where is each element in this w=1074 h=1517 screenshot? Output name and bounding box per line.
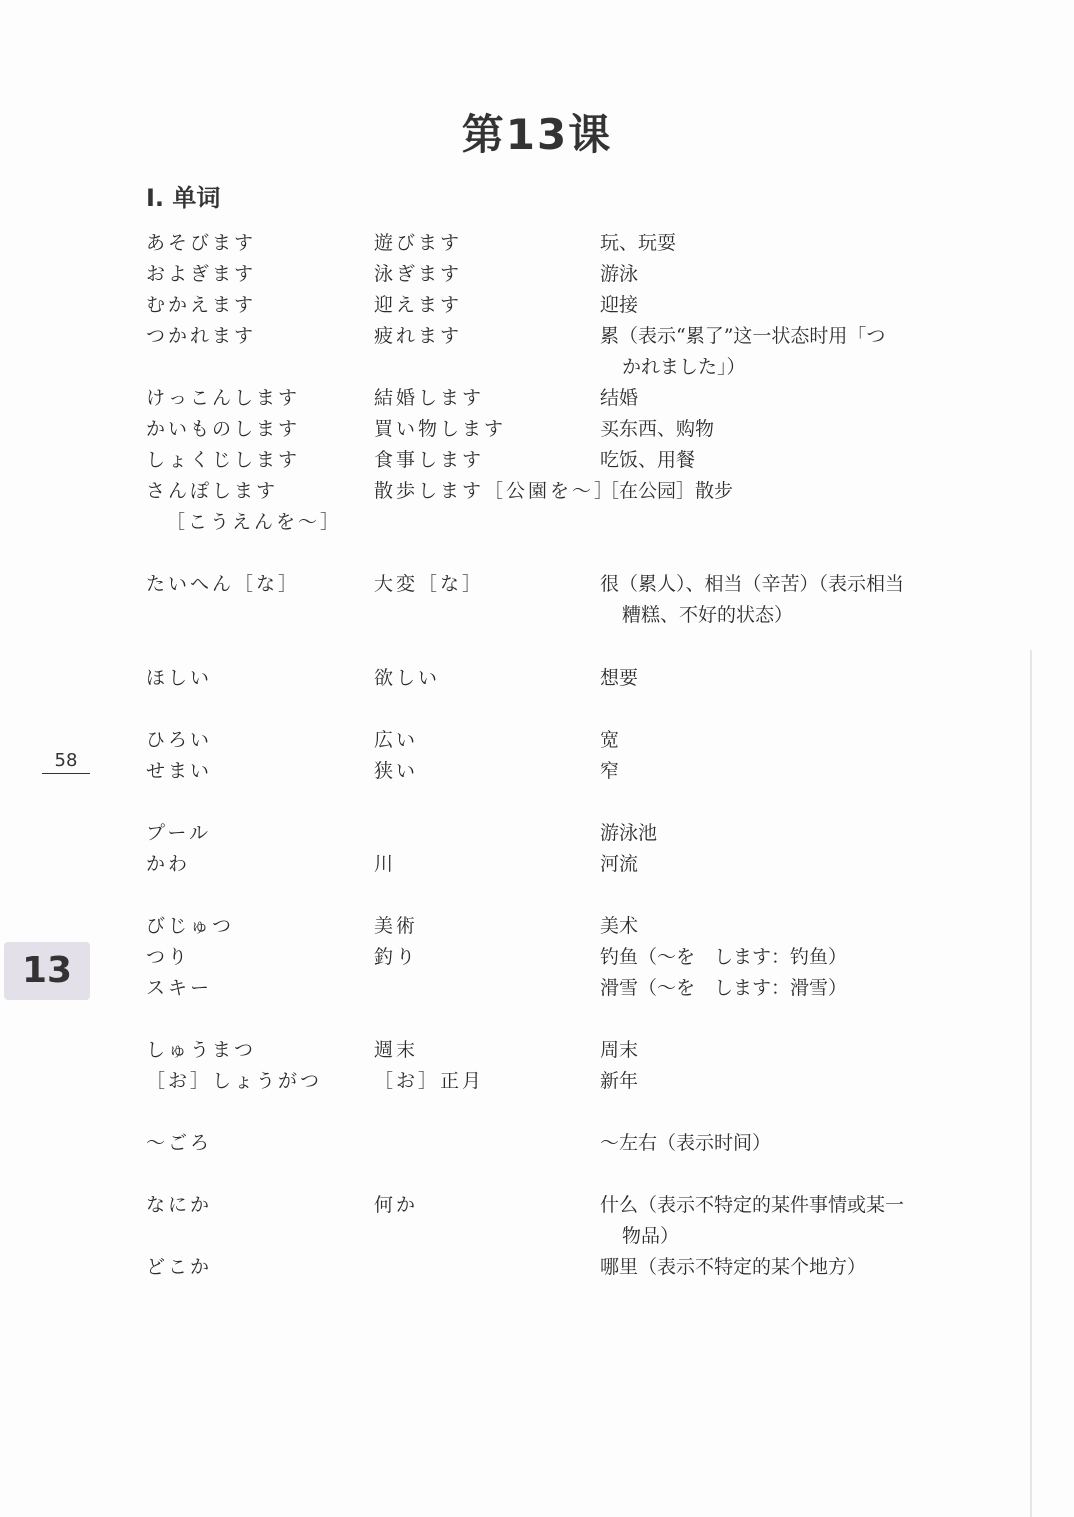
vocab-kana (146, 849, 190, 880)
page-number: 58 (42, 750, 90, 774)
vocab-meaning-line: 想要 (600, 667, 639, 689)
lesson-title: 第13课 (461, 110, 613, 159)
vocab-meaning (600, 290, 950, 321)
vocab-kana (146, 725, 212, 756)
vocab-kanji: 迎えます (374, 294, 463, 316)
vocab-meaning-line: 什么（表示不特定的某件事情或某一 (600, 1194, 905, 1216)
vocab-meaning (600, 818, 950, 849)
vocab-kana (146, 476, 342, 538)
vocab-kanji: ［お］正月 (374, 1070, 485, 1092)
vocab-kana-line: けっこんします (146, 387, 301, 409)
vocab-kana (146, 1190, 212, 1221)
vocab-meaning-line: 新年 (600, 1070, 639, 1092)
vocab-meaning-line: 迎接 (600, 294, 639, 316)
vocab-meaning (600, 1128, 950, 1159)
vocab-meaning-line: 河流 (600, 853, 639, 875)
chapter-tab: 13 (4, 942, 90, 1000)
vocab-meaning (600, 1066, 950, 1097)
vocab-meaning (600, 228, 950, 259)
vocab-meaning-line: ［在公园］散步 (600, 480, 734, 502)
vocab-kana (146, 445, 300, 476)
vocab-kana (146, 259, 256, 290)
vocab-kana (146, 383, 300, 414)
vocab-kana-line: なにか (146, 1194, 213, 1216)
vocab-meaning (600, 259, 950, 290)
vocab-kana-line: プール (146, 822, 212, 844)
vocab-kana (146, 756, 212, 787)
vocab-kana-line: ひろい (146, 729, 213, 751)
vocab-kanji: 疲れます (374, 325, 463, 347)
vocab-kanji: 何か (374, 1194, 419, 1216)
vocab-meaning (600, 942, 950, 973)
vocab-meaning (600, 756, 950, 787)
vocab-kana-line: しゅうまつ (146, 1039, 257, 1061)
vocab-kanji: 大変［な］ (374, 573, 485, 595)
vocab-kanji: 川 (374, 853, 397, 875)
vocab-meaning (600, 1035, 950, 1066)
vocab-meaning (600, 973, 950, 1004)
vocab-meaning-line: 宽 (600, 729, 620, 751)
page-edge-line (1030, 650, 1032, 1517)
vocab-kanji: 結婚します (374, 387, 485, 409)
vocab-meaning-line: 周末 (600, 1039, 639, 1061)
vocab-meaning (600, 849, 950, 880)
vocab-meaning-line: 游泳 (600, 263, 639, 285)
vocab-kanji: 美術 (374, 915, 419, 937)
vocab-meaning (600, 445, 950, 476)
vocab-kana (146, 911, 234, 942)
vocab-kana-line: あそびます (146, 232, 257, 254)
vocab-kana (146, 569, 300, 600)
vocab-kana-line: およぎます (146, 263, 257, 285)
vocab-meaning-line: 物品） (622, 1225, 680, 1247)
vocab-kana-line: どこか (146, 1256, 213, 1278)
vocab-meaning-line: 很（累人）、相当（辛苦）（表示相当 (600, 573, 905, 595)
vocab-kana-line: つり (146, 946, 191, 968)
vocab-meaning-line: 买东西、购物 (600, 418, 715, 440)
vocab-kana-line: むかえます (146, 294, 257, 316)
vocab-kanji: 泳ぎます (374, 263, 463, 285)
vocab-kana (146, 1128, 212, 1159)
vocab-kanji: 狭い (374, 760, 419, 782)
vocab-kana (146, 1252, 212, 1283)
vocab-meaning-line: 滑雪（～を します：滑雪） (600, 977, 848, 999)
vocab-meaning (600, 725, 950, 756)
vocab-kana-line: たいへん［な］ (146, 573, 301, 595)
vocab-meaning (600, 383, 950, 414)
vocab-kana (146, 321, 256, 352)
vocab-kanji: 食事します (374, 449, 485, 471)
vocab-kana (146, 290, 256, 321)
vocab-kana-line: かわ (146, 853, 191, 875)
vocab-meaning-line: 玩、玩耍 (600, 232, 677, 254)
vocab-kana (146, 228, 256, 259)
vocab-meaning-line: 钓鱼（～を します：钓鱼） (600, 946, 848, 968)
vocab-kanji: 広い (374, 729, 419, 751)
vocab-kana-line: スキー (146, 977, 213, 999)
vocab-kanji: 釣り (374, 946, 419, 968)
vocab-meaning (600, 569, 950, 631)
vocab-meaning-line: ～左右（表示时间） (600, 1132, 772, 1154)
vocab-meaning-line: 美术 (600, 915, 639, 937)
vocab-meaning (600, 476, 950, 507)
vocab-kana-line: ［こうえんを～］ (166, 511, 343, 533)
vocab-meaning (600, 663, 950, 694)
vocab-meaning-line: 吃饭、用餐 (600, 449, 696, 471)
vocab-meaning (600, 414, 950, 445)
vocab-kana-line: ［お］しょうがつ (146, 1070, 323, 1092)
vocab-kanji: 買い物します (374, 418, 507, 440)
vocab-meaning (600, 911, 950, 942)
vocab-kana (146, 818, 211, 849)
vocab-kanji: 散歩します［公園を～］ (374, 480, 617, 502)
vocab-kana (146, 414, 300, 445)
vocab-kana (146, 1066, 322, 1097)
vocab-kana (146, 1035, 256, 1066)
vocab-kana-line: つかれます (146, 325, 257, 347)
vocab-meaning-line: 窄 (600, 760, 620, 782)
section-title: I. 单词 (146, 184, 221, 212)
vocab-kana-line: かいものします (146, 418, 301, 440)
vocab-meaning (600, 1252, 950, 1283)
vocab-meaning-line: 糟糕、不好的状态） (622, 604, 794, 626)
vocab-kanji: 週末 (374, 1039, 419, 1061)
vocab-kanji: 遊びます (374, 232, 463, 254)
vocab-kanji: 欲しい (374, 667, 441, 689)
vocab-meaning-line: 游泳池 (600, 822, 658, 844)
vocab-meaning-line: 累（表示“累了”这一状态时用「つ (600, 325, 886, 347)
vocab-meaning-line: 结婚 (600, 387, 639, 409)
vocab-kana-line: びじゅつ (146, 915, 235, 937)
vocab-kana-line: ～ごろ (146, 1132, 213, 1154)
vocab-meaning (600, 321, 950, 383)
vocab-kana-line: ほしい (146, 667, 213, 689)
vocab-kana-line: せまい (146, 760, 213, 782)
vocab-meaning-line: かれました」） (622, 356, 746, 378)
vocab-meaning (600, 1190, 950, 1252)
vocab-kana (146, 973, 212, 1004)
vocab-meaning-line: 哪里（表示不特定的某个地方） (600, 1256, 867, 1278)
vocab-kana-line: さんぽします (146, 480, 279, 502)
vocab-kana (146, 663, 212, 694)
vocab-kana (146, 942, 190, 973)
vocab-kana-line: しょくじします (146, 449, 301, 471)
